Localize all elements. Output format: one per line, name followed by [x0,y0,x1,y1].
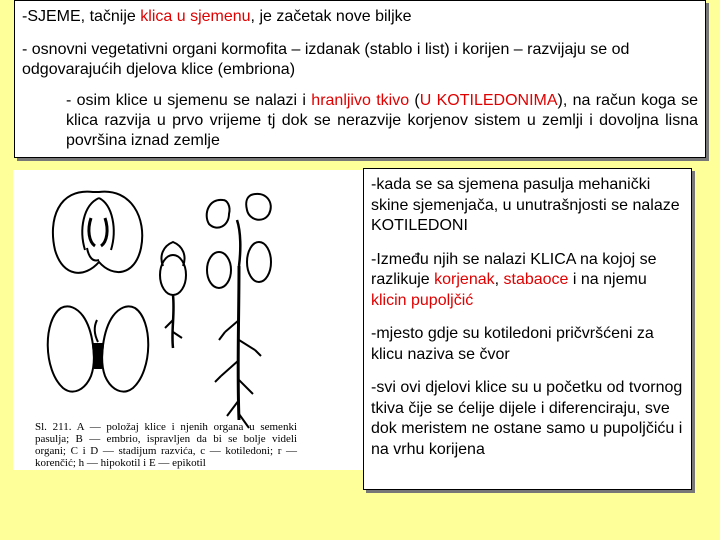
figure-a-seed-section [53,192,142,273]
intro-line-organs: - osnovni vegetativni organi kormofita – izdanak (stablo i list) i korijen – razvijaju se od odgovarajućih djelova klice (embriona) [22,41,630,78]
highlight-stem: stabaoce [503,271,569,288]
figure-d-seedling [207,194,271,428]
highlight-plumule: klicin pupoljčić [371,291,474,309]
bean-seed-figure [13,170,363,470]
highlight-cotyledons: U KOTILEDONIMA [419,92,558,109]
figure-c-germination [160,242,186,348]
figure-b-embryo [48,306,149,391]
text-segment: - osim klice u sjemenu se nalazi i [66,92,312,109]
text-segment: ( [409,92,420,109]
figure-caption: Sl. 211. A — položaj klice i njenih organa u semenki pasulja; B — embrio, ispravljen da bi se bolje videli organi; C i D — stadijum razvića, c — kotiledoni; r — korenčić; h — hipokotil i E — epikotil [35,421,297,469]
text-segment: -SJEME, tačnije [22,8,141,25]
highlight-embryo: klica u sjemenu [140,8,251,25]
text-segment: -Između njih se nalazi KLICA na kojoj se razlikuje [371,250,657,288]
intro-line-nutrient [22,91,698,151]
paragraph-cotyledons: -kada se sa sjemena pasulja mehanički skine sjemenjača, u unutrašnjosti se nalaze KOTILEDONI [371,176,680,234]
intro-text-box [14,0,706,158]
paragraph-meristem: -svi ovi djelovi klice su u početku od tvornog tkiva čije se ćelije dijele i diferenciraju, sve dok meristem ne ostane samo u pupoljčiću i na vrhu korijena [371,379,683,458]
text-segment: , [494,271,504,288]
intro-line-seed [22,7,698,27]
highlight-radicle: korjenak [434,271,495,288]
text-segment: i na njemu [568,271,647,288]
text-segment: ), na račun koga se klica razvija u prvo vrijeme tj dok se nerazvije korjenov sistem u zemlji i dovoljna lisna površina iznad zemlje [66,92,699,149]
paragraph-node: -mjesto gdje su kotiledoni pričvršćeni za klicu naziva se čvor [371,325,654,363]
text-segment: , je začetak nove biljke [250,8,412,25]
highlight-nutrient-tissue: hranljivo tkivo [311,92,410,109]
paragraph-embryo-parts [371,250,684,312]
seed-description-box [363,168,692,490]
